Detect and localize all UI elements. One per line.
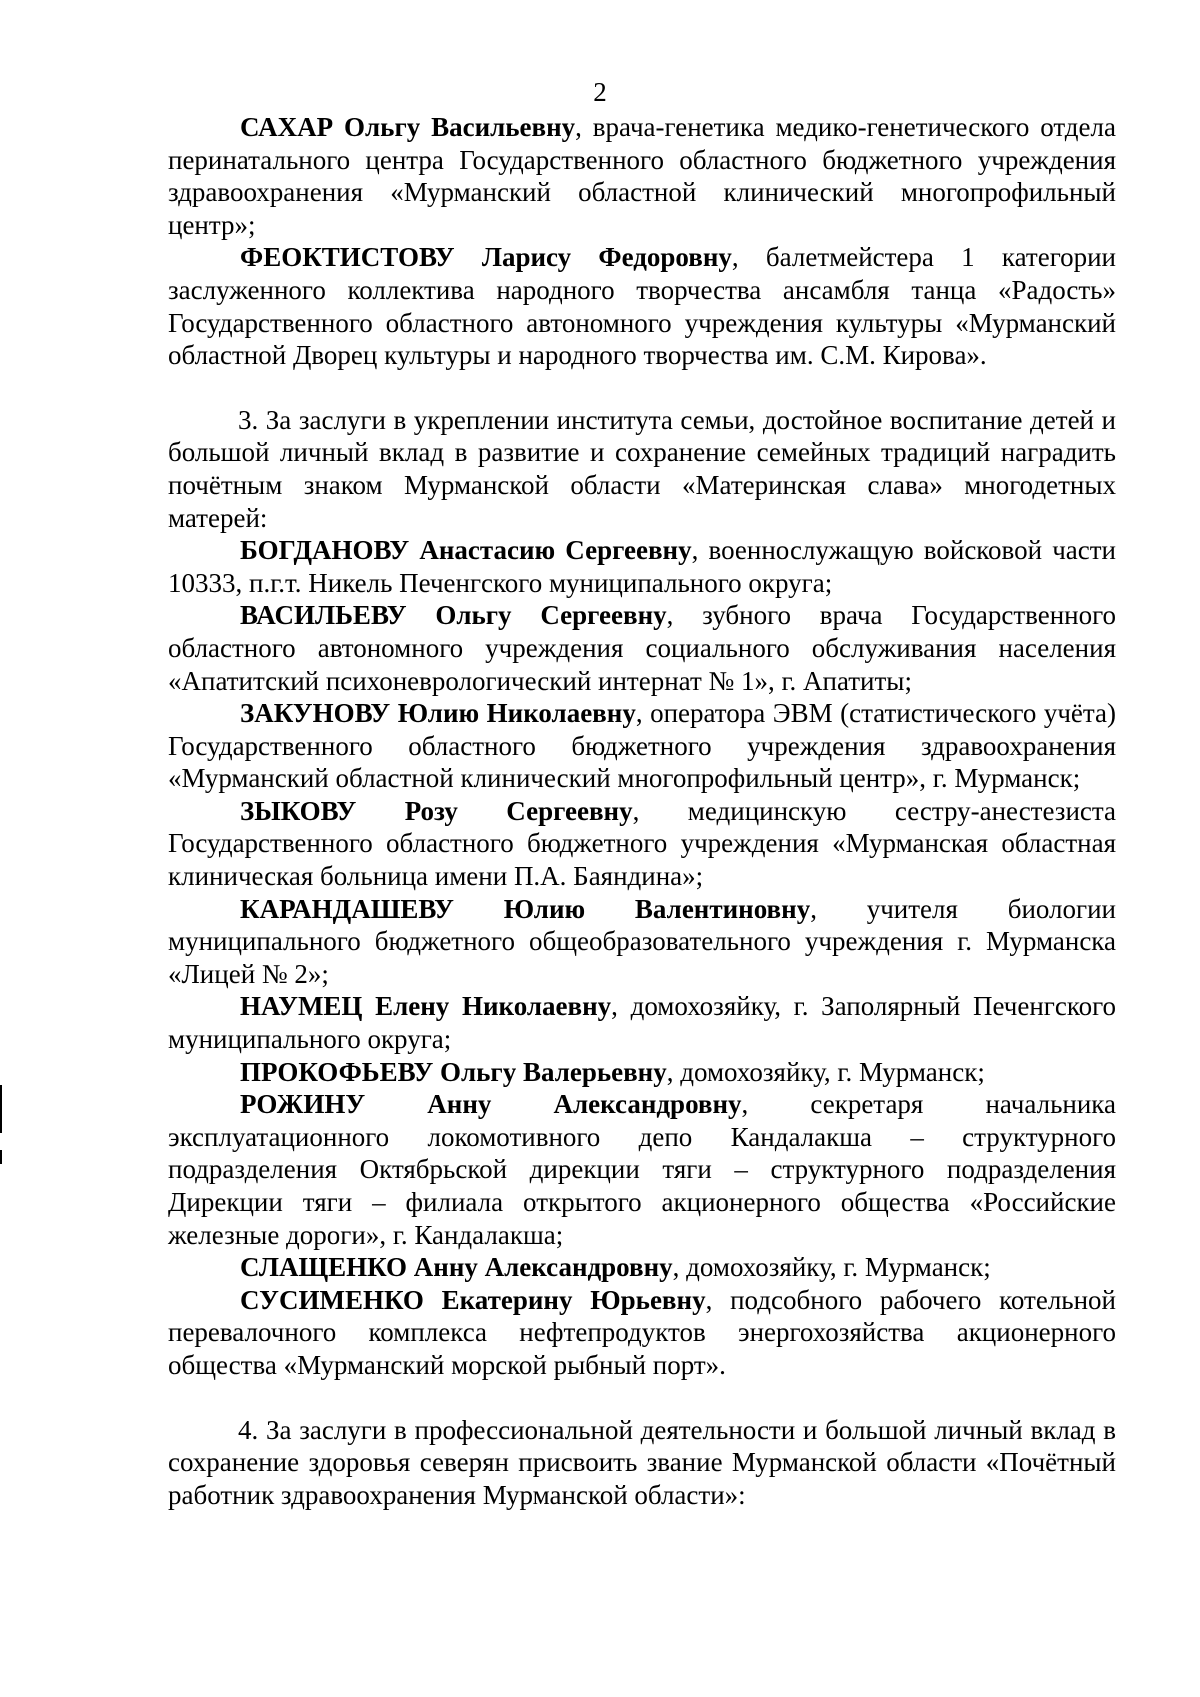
awardee-name: ПРОКОФЬЕВУ Ольгу Валерьевну: [240, 1056, 667, 1087]
award-entry: [168, 1251, 1116, 1284]
margin-mark: [0, 1150, 2, 1164]
award-entry: [168, 1056, 1116, 1089]
awardee-name: НАУМЕЦ Елену Николаевну: [240, 991, 612, 1022]
awardee-description: , домохозяйку, г. Мурманск;: [666, 1056, 985, 1087]
awardee-name: ЗАКУНОВУ Юлию Николаевну: [240, 698, 636, 729]
awardee-description: , зубного врача Государственного областного автономного учреждения социального обслуживания населения «Апатитский психоневрологический интернат № 1», г. Апатиты;: [168, 600, 1116, 696]
margin-mark: [0, 1085, 2, 1133]
awardee-description: , оператора ЭВМ (статистического учёта) Государственного областного бюджетного учреждения здравоохранения «Мурманский областной клинический многопрофильный центр», г. Мурманск;: [168, 698, 1117, 794]
award-entry: [168, 795, 1116, 893]
award-entry: [168, 1088, 1116, 1251]
awardee-name: ВАСИЛЬЕВУ Ольгу Сергеевну: [240, 600, 667, 631]
award-entry: [168, 1284, 1116, 1382]
awardee-name: СУСИМЕНКО Екатерину Юрьевну: [240, 1284, 706, 1315]
awardee-description: , балетмейстера 1 категории заслуженного коллектива народного творчества ансамбля танца «Радость» Государственного областного автономного учреждения культуры «Мурманский областной Дворец культуры и народного творчества им. С.М. Кирова».: [168, 242, 1116, 371]
awardee-name: САХАР Ольгу Васильевну: [240, 112, 576, 142]
awardee-description: , подсобного рабочего котельной перевалочного комплекса нефтепродуктов энергохозяйства акционерного общества «Мурманский морской рыбный порт».: [168, 1284, 1116, 1380]
award-entry: [168, 893, 1116, 991]
award-entry: [168, 697, 1116, 795]
award-entry: [168, 111, 1116, 241]
awardee-name: БОГДАНОВУ Анастасию Сергеевну: [240, 535, 692, 566]
awardee-description: , учителя биологии муниципального бюджетного общеобразовательного учреждения г. Мурманска «Лицей № 2»;: [168, 893, 1116, 989]
page-number: 2: [593, 77, 607, 107]
awardee-description: , домохозяйку, г. Мурманск;: [672, 1252, 991, 1283]
awardee-name: ЗЫКОВУ Розу Сергеевну: [240, 795, 633, 826]
awardee-name: ФЕОКТИСТОВУ Ларису Федоровну: [240, 242, 732, 273]
awardee-description: , военнослужащую войсковой части 10333, п.г.т. Никель Печенгского муниципального округа;: [168, 535, 1117, 598]
awardee-description: , домохозяйку, г. Заполярный Печенгского муниципального округа;: [168, 991, 1116, 1055]
awardee-name: РОЖИНУ Анну Александровну: [240, 1089, 742, 1120]
awardee-name: СЛАЩЕНКО Анну Александровну: [240, 1252, 673, 1283]
awardee-description: , секретаря начальника эксплуатационного локомотивного депо Кандалакша – структурного подразделения Октябрьской дирекции тяги – структурного подразделения Дирекции тяги – филиала открытого акционерного общества «Российские железные дороги», г. Кандалакша;: [168, 1089, 1116, 1250]
awardee-description: , врача-генетика медико-генетического отдела перинатального центра Государственного областного бюджетного учреждения здравоохранения «Мурманский областной клинический многопрофильный центр»;: [168, 112, 1116, 240]
awardee-description: , медицинскую сестру-анестезиста Государственного областного бюджетного учреждения «Мурманская областная клиническая больница имени П.А. Баяндина»;: [168, 795, 1116, 892]
awardee-name: КАРАНДАШЕВУ Юлию Валентиновну: [240, 893, 811, 924]
section-3-paragraph: 3. За заслуги в укреплении института семьи, достойное воспитание детей и большой личный вклад в развитие и сохранение семейных традиций наградить почётным знаком Мурманской области «Материнская слава» многодетных матерей:: [168, 404, 1116, 533]
award-entry: [168, 534, 1116, 599]
section-4-paragraph: 4. За заслуги в профессиональной деятельности и большой личный вклад в сохранение здоровья северян присвоить звание Мурманской области «Почётный работник здравоохранения Мурманской области»:: [168, 1414, 1116, 1510]
award-entry: [168, 241, 1116, 371]
award-entry: [168, 990, 1116, 1055]
award-entry: [168, 599, 1116, 697]
document-body: [168, 111, 1116, 1511]
